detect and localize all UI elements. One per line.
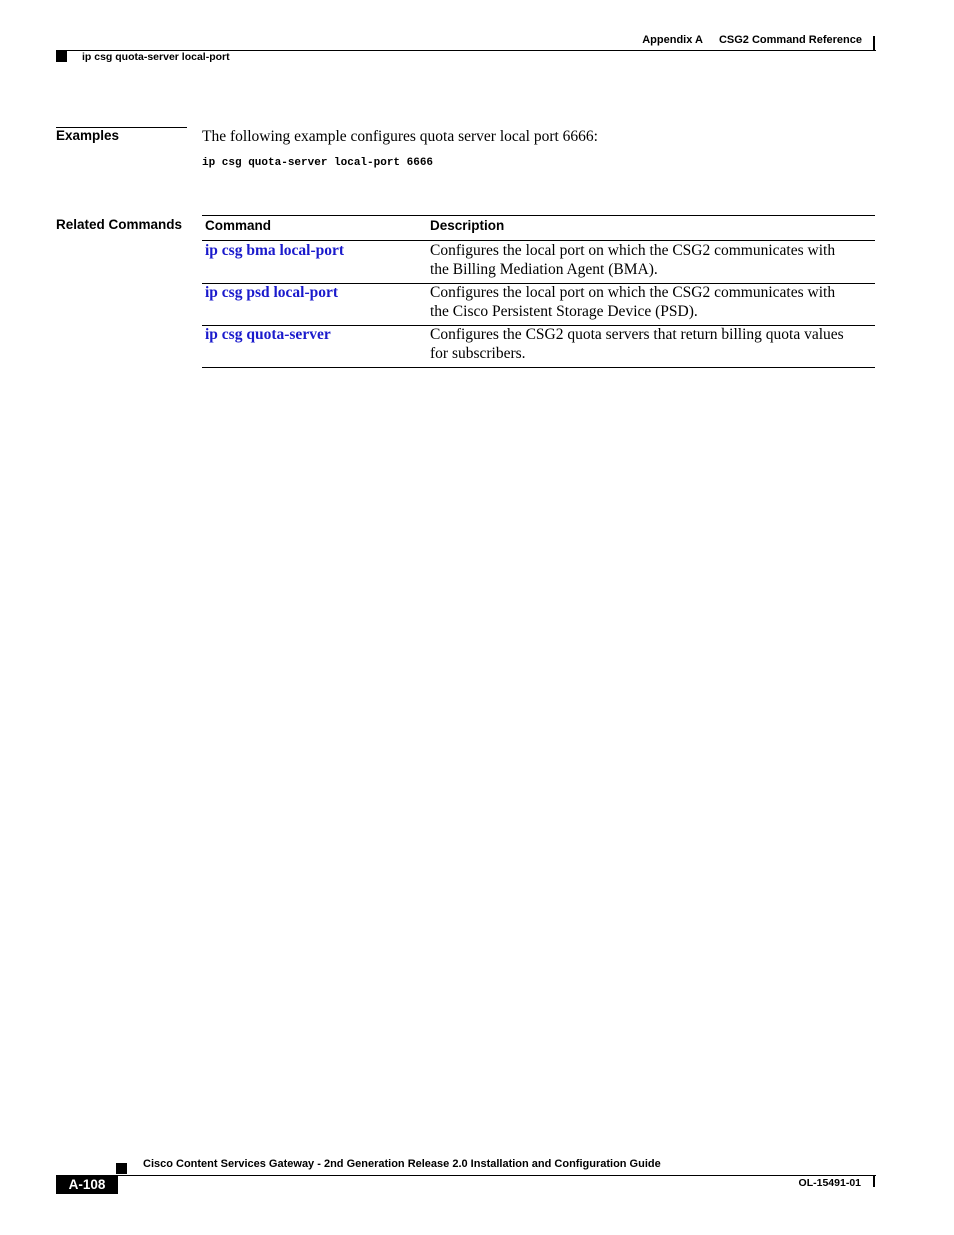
examples-code: ip csg quota-server local-port 6666 xyxy=(202,157,434,169)
description-cell xyxy=(427,284,875,326)
related-commands-table xyxy=(202,215,875,368)
chapter-title: CSG2 Command Reference xyxy=(718,34,862,46)
table-header-row xyxy=(202,216,875,241)
column-header-description: Description xyxy=(427,216,875,241)
running-header xyxy=(560,34,862,46)
description-line: the Billing Mediation Agent (BMA). xyxy=(430,260,658,278)
page-number: A-108 xyxy=(56,1175,118,1194)
header-vertical-bar xyxy=(873,36,875,51)
footer-book-title: Cisco Content Services Gateway - 2nd Generation Release 2.0 Installation and Configuration Guide xyxy=(143,1158,661,1170)
description-line: Configures the CSG2 quota servers that return billing quota values xyxy=(430,326,844,343)
description-line: Configures the local port on which the CSG2 communicates with xyxy=(430,242,836,259)
description-cell xyxy=(427,326,875,368)
appendix-label: Appendix A xyxy=(642,34,703,46)
related-commands-heading: Related Commands xyxy=(56,217,183,232)
footer-square-marker xyxy=(116,1163,127,1174)
command-link[interactable]: ip csg quota-server xyxy=(202,326,427,368)
header-square-marker xyxy=(56,51,67,62)
examples-heading: Examples xyxy=(56,128,120,143)
examples-text: The following example configures quota server local port 6666: xyxy=(202,128,598,145)
document-number: OL-15491-01 xyxy=(798,1177,861,1189)
column-header-command: Command xyxy=(202,216,427,241)
table-row xyxy=(202,284,875,326)
command-link[interactable]: ip csg bma local-port xyxy=(202,241,427,284)
description-line: Configures the local port on which the CSG2 communicates with xyxy=(430,284,836,301)
table-row xyxy=(202,326,875,368)
description-cell xyxy=(427,241,875,284)
table-row xyxy=(202,241,875,284)
description-line: the Cisco Persistent Storage Device (PSD). xyxy=(430,302,698,320)
footer-rule xyxy=(56,1175,876,1176)
description-line: for subscribers. xyxy=(430,344,526,362)
footer-vertical-bar xyxy=(873,1175,875,1187)
command-link[interactable]: ip csg psd local-port xyxy=(202,284,427,326)
header-command-name: ip csg quota-server local-port xyxy=(82,51,230,63)
